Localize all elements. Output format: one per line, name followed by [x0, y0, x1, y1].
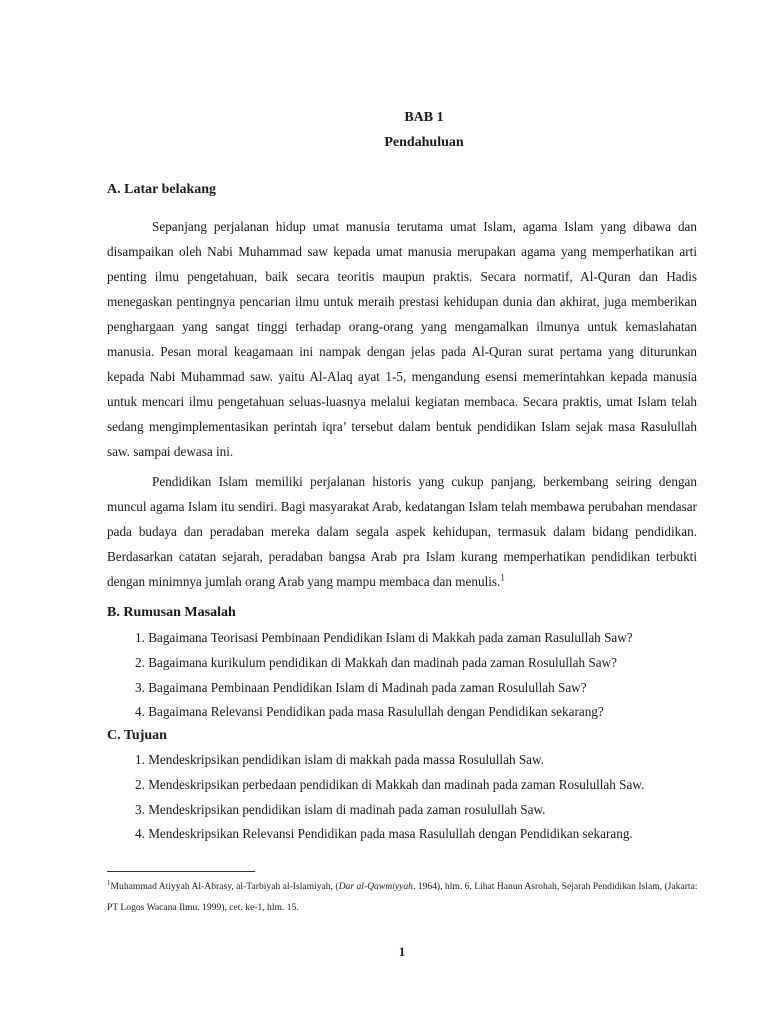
list-item: 2. Mendeskripsikan perbedaan pendidikan di Makkah dan madinah pada zaman Rosulullah Saw.: [135, 776, 645, 792]
section-b-heading: B. Rumusan Masalah: [107, 605, 236, 620]
footnote-separator: [107, 871, 255, 872]
list-item: 1. Bagaimana Teorisasi Pembinaan Pendidikan Islam di Makkah pada zaman Rasulullah Saw?: [135, 630, 633, 645]
list-item: 4. Bagaimana Relevansi Pendidikan pada masa Rasulullah dengan Pendidikan sekarang?: [135, 704, 604, 720]
page-number: 1: [398, 944, 406, 959]
paragraph-1: [107, 214, 697, 464]
problem-list: [135, 626, 633, 725]
list-item: 3. Bagaimana Pembinaan Pendidikan Islam di Madinah pada zaman Rosulullah Saw?: [135, 679, 587, 695]
section-c-heading: C. Tujuan: [107, 728, 167, 743]
list-item: 3. Mendeskripsikan pendidikan islam di madinah pada zaman rosulullah Saw.: [135, 801, 546, 817]
chapter-number: BAB 1: [404, 110, 444, 125]
section-a-heading: A. Latar belakang: [107, 182, 217, 197]
objective-list: [135, 748, 644, 847]
footnote-text-a: Muhammad Atiyyah Al-Abrasy, al-Tarbiyah al-Islamiyah, (: [110, 881, 339, 892]
footnote-marker: 1: [107, 878, 111, 887]
paragraph-2: [107, 469, 697, 594]
footnote-reference[interactable]: 1: [500, 572, 505, 583]
list-item: 4. Mendeskripsikan Relevansi Pendidikan pada masa Rasulullah dengan Pendidikan sekarang.: [135, 826, 633, 842]
paragraph-1-text: Sepanjang perjalanan hidup umat manusia terutama umat Islam, agama Islam yang dibawa dan disampaikan oleh Nabi Muhammad saw kepada umat manusia merupakan agama yang memperhatikan arti penting ilmu pengetahuan, baik secara teoritis maupun praktis. Secara normatif, Al-Quran dan Hadis menegaskan pentingnya pencarian ilmu untuk meraih prestasi kehidupan dunia dan akhirat, juga memberikan penghargaan yang sangat tinggi terhadap orang-orang yang mengamalkan ilmunya untuk kemaslahatan manusia. Pesan moral keagamaan ini nampak dengan jelas pada Al-Quran surat pertama yang diturunkan kepada Nabi Muhammad saw. yaitu Al-Alaq ayat 1-5, mengandung esensi memerintahkan kepada manusia untuk mencari ilmu pengetahuan seluas-luasnya melalui kegiatan membaca. Secara praktis, umat Islam telah sedang mengimplementasikan perintah iqra’ tersebut dalam bentuk pendidikan Islam sejak masa Rasulullah saw. sampai dewasa ini.: [107, 219, 697, 459]
footnote-text-b: . 1964), hlm. 6. Lihat Hanun Asrohah, Sejarah Pendidikan Islam, (Jakarta: PT Logos Wacana Ilmu. 1999), cet. ke-1, hlm. 15.: [107, 881, 698, 913]
list-item: 1. Mendeskripsikan pendidikan islam di makkah pada massa Rosulullah Saw.: [135, 752, 544, 767]
footnote-italic-title: Dar al-Qawmiyyah: [338, 881, 413, 892]
list-item: 2. Bagaimana kurikulum pendidikan di Makkah dan madinah pada zaman Rosulullah Saw?: [135, 654, 617, 670]
footnote: [107, 876, 699, 918]
chapter-title: Pendahuluan: [384, 135, 464, 150]
paragraph-2-text: Pendidikan Islam memiliki perjalanan historis yang cukup panjang, berkembang seiring dengan muncul agama Islam itu sendiri. Bagi masyarakat Arab, kedatangan Islam telah membawa perubahan mendasar pada budaya dan peradaban mereka dalam segala aspek kehidupan, termasuk dalam bidang pendidikan. Berdasarkan catatan sejarah, peradaban bangsa Arab pra Islam kurang memperhatikan pendidikan terbukti dengan minimnya jumlah orang Arab yang mampu membaca dan menulis.: [107, 474, 697, 589]
